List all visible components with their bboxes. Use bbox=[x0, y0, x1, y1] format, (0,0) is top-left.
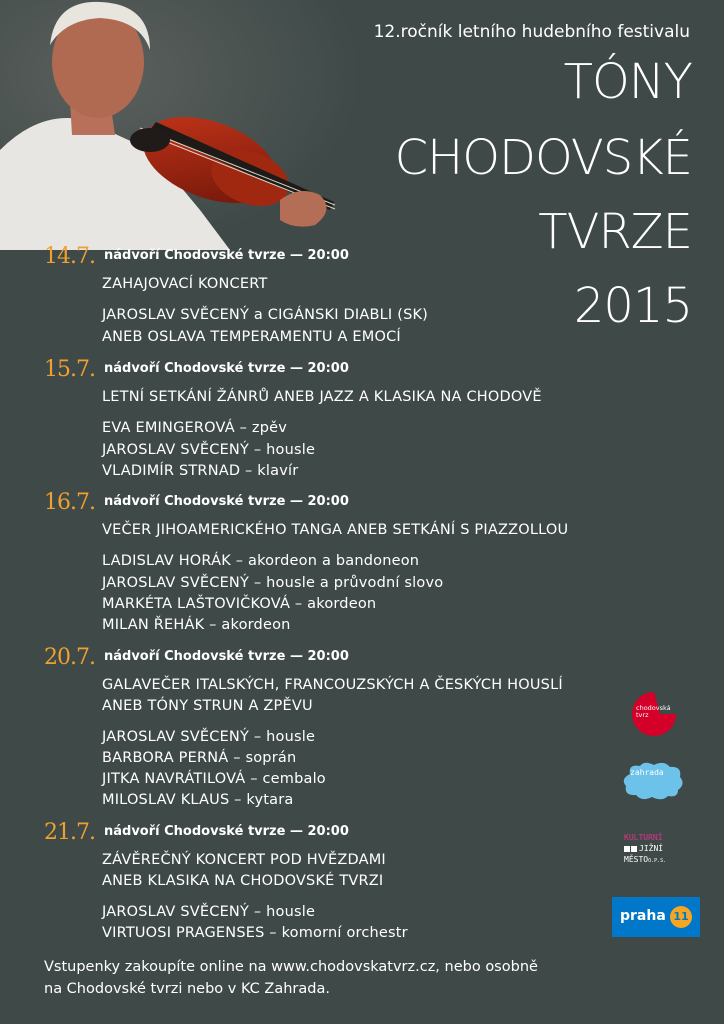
event-venue: nádvoří Chodovské tvrze — 20:00 bbox=[104, 824, 349, 839]
performer: BARBORA PERNÁ – soprán bbox=[102, 750, 297, 766]
performer: LADISLAV HORÁK – akordeon a bandoneon bbox=[102, 553, 420, 569]
event-title: ZAHAJOVACÍ KONCERT bbox=[102, 276, 268, 292]
performer: JAROSLAV SVĚCENÝ – housle bbox=[102, 904, 316, 920]
event-venue: nádvoří Chodovské tvrze — 20:00 bbox=[104, 494, 349, 509]
zahrada-logo bbox=[622, 762, 684, 800]
praha-logo-text: praha bbox=[620, 908, 666, 924]
praha-number: 11 bbox=[673, 910, 689, 923]
event-title: VEČER JIHOAMERICKÉHO TANGA ANEB SETKÁNÍ S PIAZZOLLOU bbox=[102, 522, 569, 538]
event-date: 15.7. bbox=[44, 357, 95, 382]
performer: JAROSLAV SVĚCENÝ a CIGÁNSKI DIABLI (SK) bbox=[102, 307, 429, 323]
performer: VIRTUOSI PRAGENSES – komorní orchestr bbox=[102, 925, 408, 941]
chodovska-logo-text: chodovská bbox=[636, 704, 671, 712]
ticket-info bbox=[44, 956, 538, 1000]
kulturni-jizni-mesto-logo bbox=[624, 832, 684, 868]
square-icon bbox=[631, 846, 637, 852]
festival-title-line-2: CHODOVSKÉ bbox=[394, 130, 692, 186]
festival-title-line-1: TÓNY bbox=[563, 54, 692, 110]
event-date: 20.7. bbox=[44, 645, 95, 670]
performer: JAROSLAV SVĚCENÝ – housle bbox=[102, 442, 316, 458]
ticket-info-line-2: na Chodovské tvrzi nebo v KC Zahrada. bbox=[44, 981, 330, 997]
event-venue: nádvoří Chodovské tvrze — 20:00 bbox=[104, 248, 349, 263]
festival-title-line-3: TVRZE bbox=[538, 204, 692, 260]
festival-year: 2015 bbox=[573, 278, 692, 334]
performer: MILOSLAV KLAUS – kytara bbox=[102, 792, 294, 808]
event-venue: nádvoří Chodovské tvrze — 20:00 bbox=[104, 649, 349, 664]
chodovska-logo-text-2: tvrz bbox=[636, 711, 649, 719]
event-title: LETNÍ SETKÁNÍ ŽÁNRŮ ANEB JAZZ A KLASIKA NA CHODOVĚ bbox=[102, 389, 542, 405]
event-date: 21.7. bbox=[44, 820, 95, 845]
violinist-photo bbox=[0, 0, 360, 250]
event-date: 16.7. bbox=[44, 490, 95, 515]
performer: JAROSLAV SVĚCENÝ – housle a průvodní slovo bbox=[102, 575, 444, 591]
praha-11-badge bbox=[670, 906, 692, 928]
event-title: ANEB KLASIKA NA CHODOVSKÉ TVRZI bbox=[102, 873, 384, 889]
mesto-text: MĚSTO bbox=[624, 855, 649, 864]
performer: JAROSLAV SVĚCENÝ – housle bbox=[102, 729, 316, 745]
performer: ANEB OSLAVA TEMPERAMENTU A EMOCÍ bbox=[102, 329, 401, 345]
ticket-info-line-1: Vstupenky zakoupíte online na www.chodovskatvrz.cz, nebo osobně bbox=[44, 959, 538, 975]
performer: MARKÉTA LAŠTOVIČKOVÁ – akordeon bbox=[102, 596, 377, 612]
chodovska-tvrz-logo bbox=[630, 690, 678, 738]
event-venue: nádvoří Chodovské tvrze — 20:00 bbox=[104, 361, 349, 376]
performer: JITKA NAVRÁTILOVÁ – cembalo bbox=[102, 771, 326, 787]
event-title: GALAVEČER ITALSKÝCH, FRANCOUZSKÝCH A ČESKÝCH HOUSLÍ bbox=[102, 677, 563, 693]
performer: VLADIMÍR STRNAD – klavír bbox=[102, 463, 299, 479]
event-title: ZÁVĚREČNÝ KONCERT POD HVĚZDAMI bbox=[102, 852, 386, 868]
event-title: ANEB TÓNY STRUN A ZPĚVU bbox=[102, 698, 313, 714]
square-icon bbox=[624, 846, 630, 852]
festival-edition: 12.ročník letního hudebního festivalu bbox=[373, 22, 690, 42]
performer: MILAN ŘEHÁK – akordeon bbox=[102, 617, 291, 633]
jizni-text: JIŽNÍ bbox=[639, 844, 664, 853]
performer: EVA EMINGEROVÁ – zpěv bbox=[102, 420, 288, 436]
event-date: 14.7. bbox=[44, 244, 95, 269]
kulturni-text: KULTURNÍ bbox=[624, 833, 663, 842]
praha-11-logo bbox=[612, 897, 700, 937]
ops-text: O.P.S. bbox=[648, 858, 667, 864]
zahrada-logo-text: zahrada bbox=[630, 768, 664, 777]
